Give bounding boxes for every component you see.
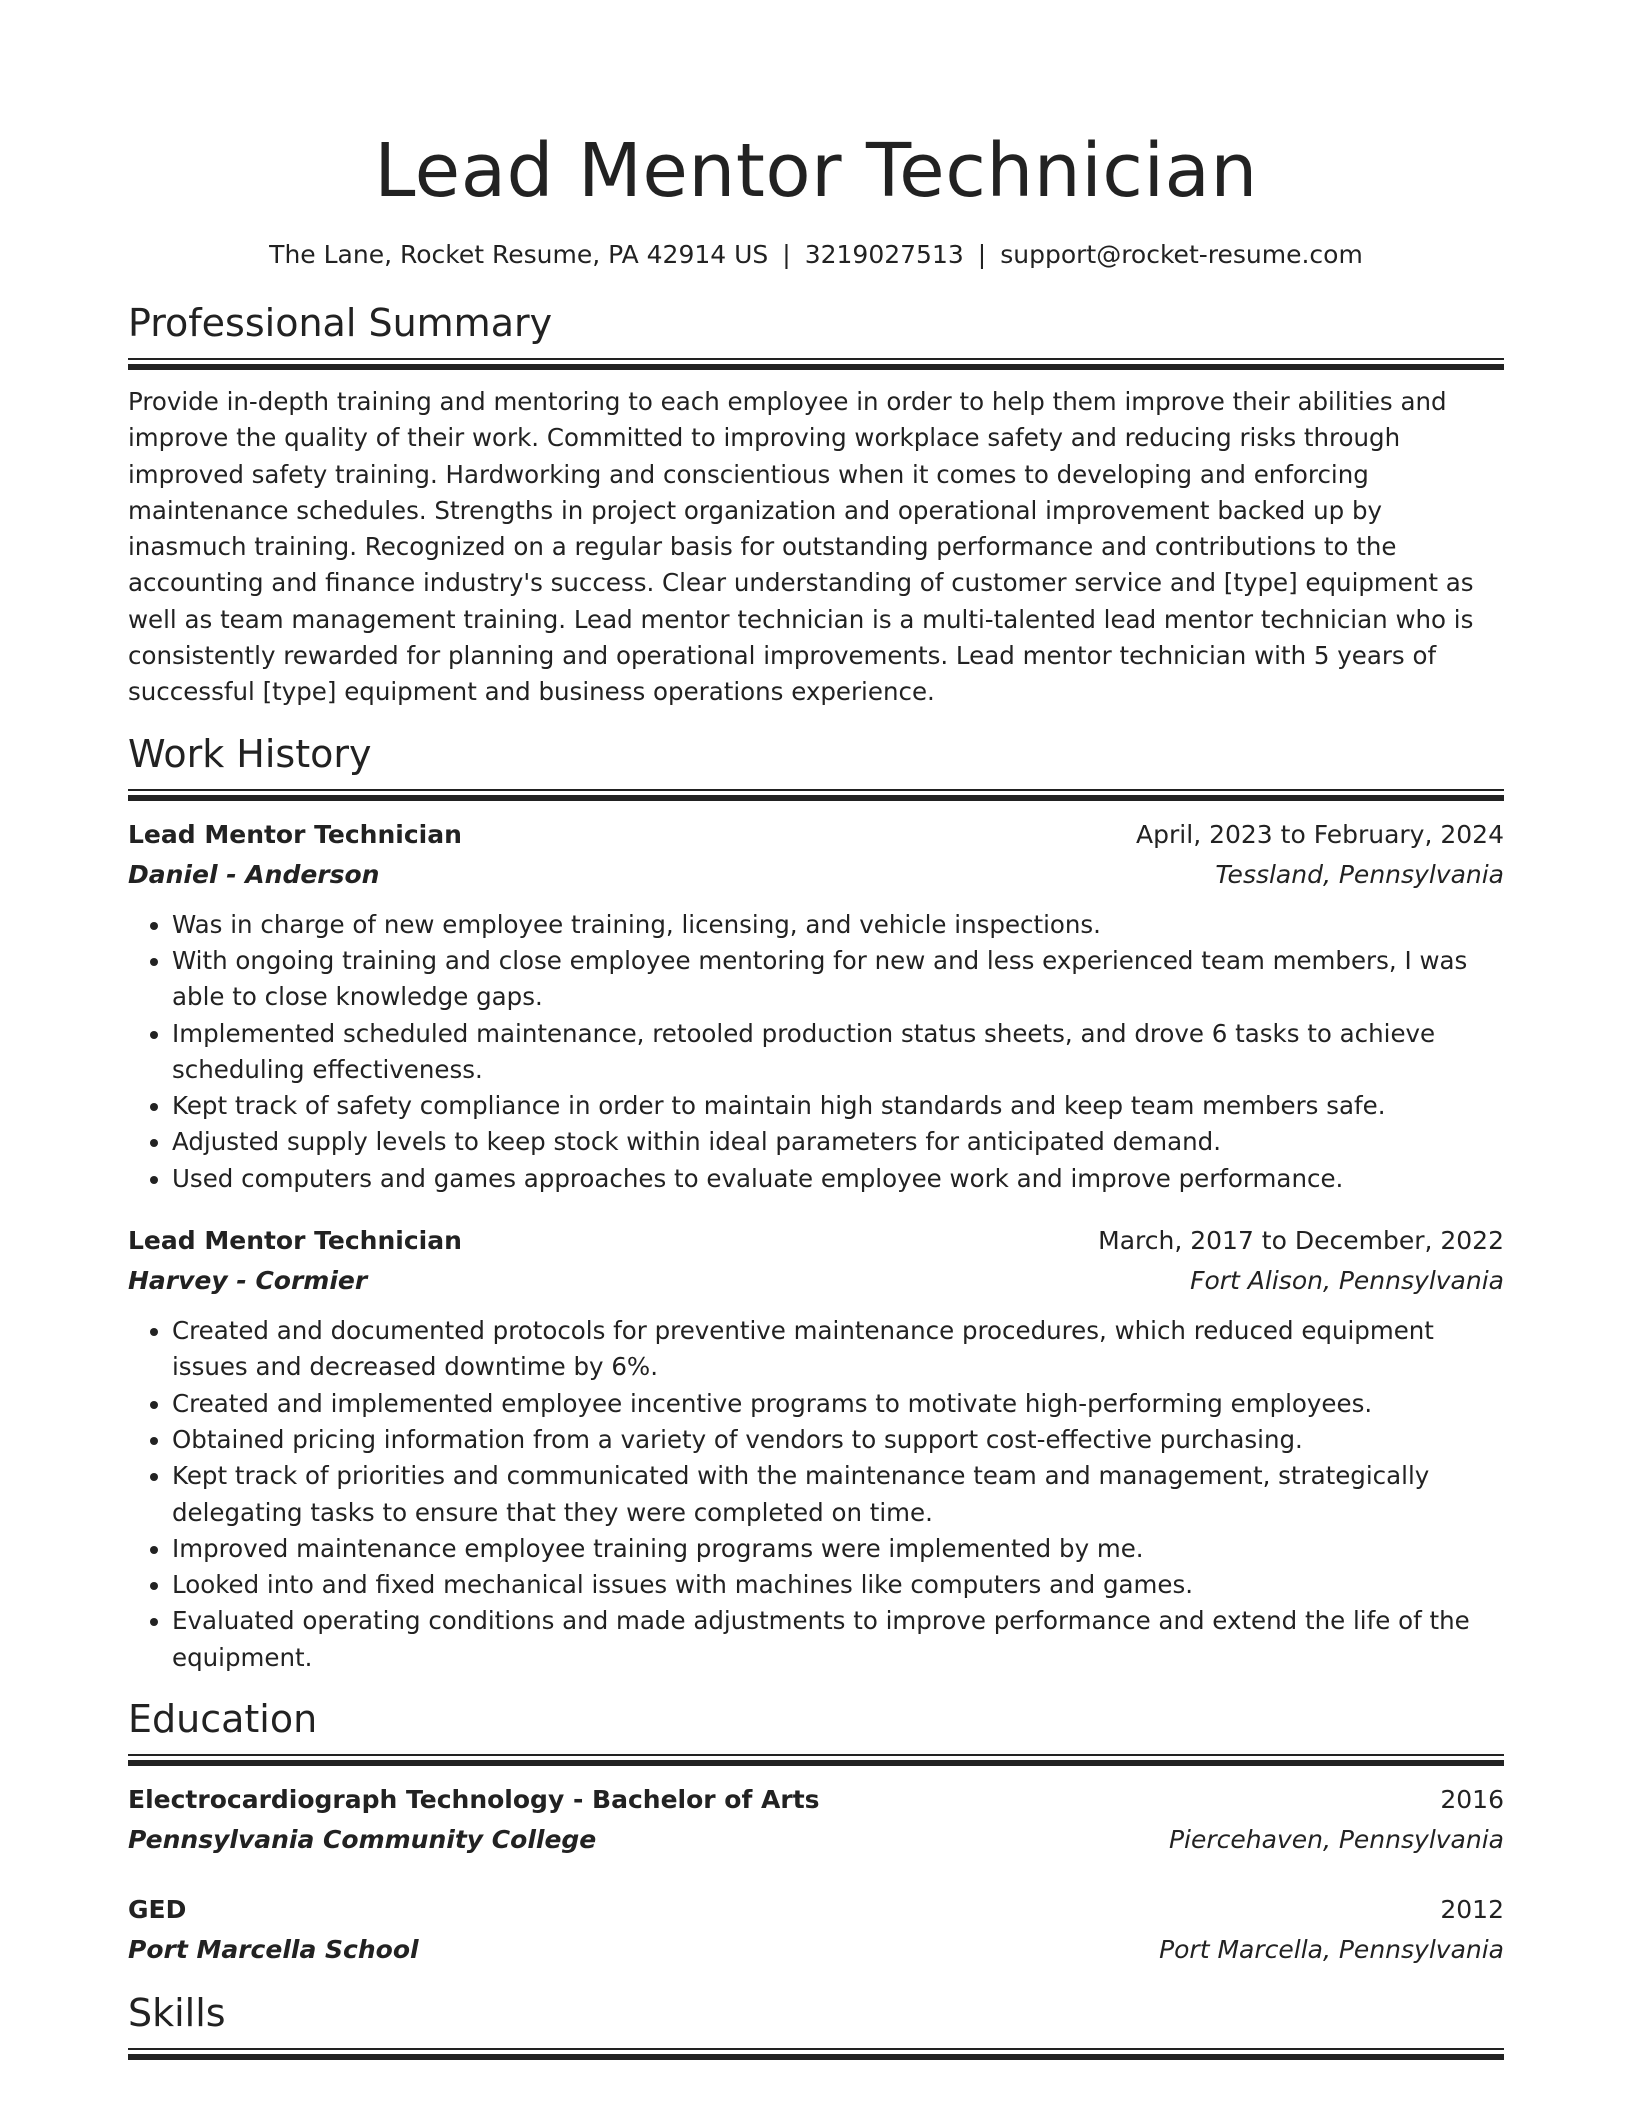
job-title: Lead Mentor Technician (128, 819, 462, 849)
work-history-section (128, 729, 1504, 1676)
job-bullet: • Adjusted supply levels to keep stock within ideal parameters for anticipated demand. (172, 1124, 1504, 1160)
section-divider (128, 2048, 1504, 2060)
summary-text: Provide in-depth training and mentoring to each employee in order to help them improve their abilities and improve the quality of their work. Committed to improving workplace safety and reducing risks through improved safety training. Hardworking and conscientious when it comes to developing and enforcing maintenance schedules. Strengths in project organization and operational improvement backed up by inasmuch training. Recognized on a regular basis for outstanding performance and contributions to the accounting and finance industry's success. Clear understanding of customer service and [type] equipment as well as team management training. Lead mentor technician is a multi-talented lead mentor technician who is consistently rewarded for planning and operational improvements. Lead mentor technician with 5 years of successful [type] equipment and business operations experience. (128, 387, 1474, 707)
job-location: Fort Alison, Pennsylvania (1190, 1266, 1504, 1296)
education-degree: GED (128, 1895, 187, 1925)
education-entry (128, 1890, 1504, 1970)
education-section (128, 1694, 1504, 1970)
job-bullet: • Obtained pricing information from a variety of vendors to support cost-effective purchasing. (172, 1422, 1504, 1458)
education-year: 2012 (1440, 1895, 1504, 1925)
job-bullet: • Created and documented protocols for preventive maintenance procedures, which reduced equipment issues and decreased downtime by 6%. (172, 1313, 1504, 1386)
job-bullet: • Kept track of safety compliance in order to maintain high standards and keep team members safe. (172, 1088, 1504, 1124)
education-entry (128, 1780, 1504, 1860)
contact-address: The Lane, Rocket Resume, PA 42914 US (269, 240, 769, 269)
section-divider (128, 358, 1504, 370)
education-school: Pennsylvania Community College (128, 1825, 597, 1855)
job-bullet: • Looked into and fixed mechanical issues with machines like computers and games. (172, 1567, 1504, 1603)
education-year: 2016 (1440, 1785, 1504, 1815)
job-bullet: • With ongoing training and close employee mentoring for new and less experienced team members, I was able to close knowledge gaps. (172, 943, 1504, 1016)
contact-phone: 3219027513 (804, 240, 964, 269)
summary-heading: Professional Summary (128, 301, 553, 345)
section-divider (128, 789, 1504, 801)
job-bullet: • Implemented scheduled maintenance, retooled production status sheets, and drove 6 tasks to achieve scheduling effectiveness. (172, 1016, 1504, 1089)
summary-section (128, 298, 1504, 711)
job-bullet: • Improved maintenance employee training programs were implemented by me. (172, 1531, 1504, 1567)
job-company: Harvey - Cormier (128, 1266, 368, 1296)
education-header-row (128, 1780, 1504, 1820)
job-company-row (128, 855, 1504, 895)
job-title: Lead Mentor Technician (128, 1226, 462, 1256)
education-header-row (128, 1890, 1504, 1930)
resume-page (128, 0, 1504, 2060)
work-history-heading: Work History (128, 731, 372, 776)
job-entry (128, 1221, 1504, 1676)
section-divider (128, 1754, 1504, 1766)
education-heading: Education (128, 1697, 318, 1742)
job-header-row (128, 1221, 1504, 1261)
job-bullet: • Used computers and games approaches to evaluate employee work and improve performance. (172, 1161, 1504, 1197)
job-bullets (128, 907, 1504, 1197)
resume-name: Lead Mentor Technician (374, 128, 1258, 214)
education-degree: Electrocardiograph Technology - Bachelor of Arts (128, 1785, 820, 1815)
contact-separator: | (782, 240, 791, 269)
job-location: Tessland, Pennsylvania (1215, 859, 1504, 889)
skills-heading: Skills (128, 1991, 226, 2036)
job-entry (128, 815, 1504, 1197)
contact-separator: | (977, 240, 987, 269)
contact-email: support@rocket-resume.com (1000, 240, 1363, 269)
job-bullet: • Evaluated operating conditions and made adjustments to improve performance and extend the life of the equipment. (172, 1603, 1504, 1676)
job-bullet: • Created and implemented employee incentive programs to motivate high-performing employees. (172, 1386, 1504, 1422)
job-dates: April, 2023 to February, 2024 (1136, 819, 1504, 849)
skills-section (128, 1988, 1504, 2060)
job-company: Daniel - Anderson (128, 859, 380, 889)
job-dates: March, 2017 to December, 2022 (1098, 1226, 1504, 1256)
job-bullets (128, 1313, 1504, 1676)
job-bullet: • Kept track of priorities and communicated with the maintenance team and management, strategically delegating tasks to ensure that they were completed on time. (172, 1458, 1504, 1531)
education-school-row (128, 1820, 1504, 1860)
contact-line (128, 238, 1504, 272)
education-location: Port Marcella, Pennsylvania (1159, 1935, 1504, 1965)
job-company-row (128, 1261, 1504, 1301)
education-location: Piercehaven, Pennsylvania (1168, 1825, 1504, 1855)
job-header-row (128, 815, 1504, 855)
education-school-row (128, 1930, 1504, 1970)
education-school: Port Marcella School (128, 1935, 419, 1965)
job-bullet: • Was in charge of new employee training, licensing, and vehicle inspections. (172, 907, 1504, 943)
